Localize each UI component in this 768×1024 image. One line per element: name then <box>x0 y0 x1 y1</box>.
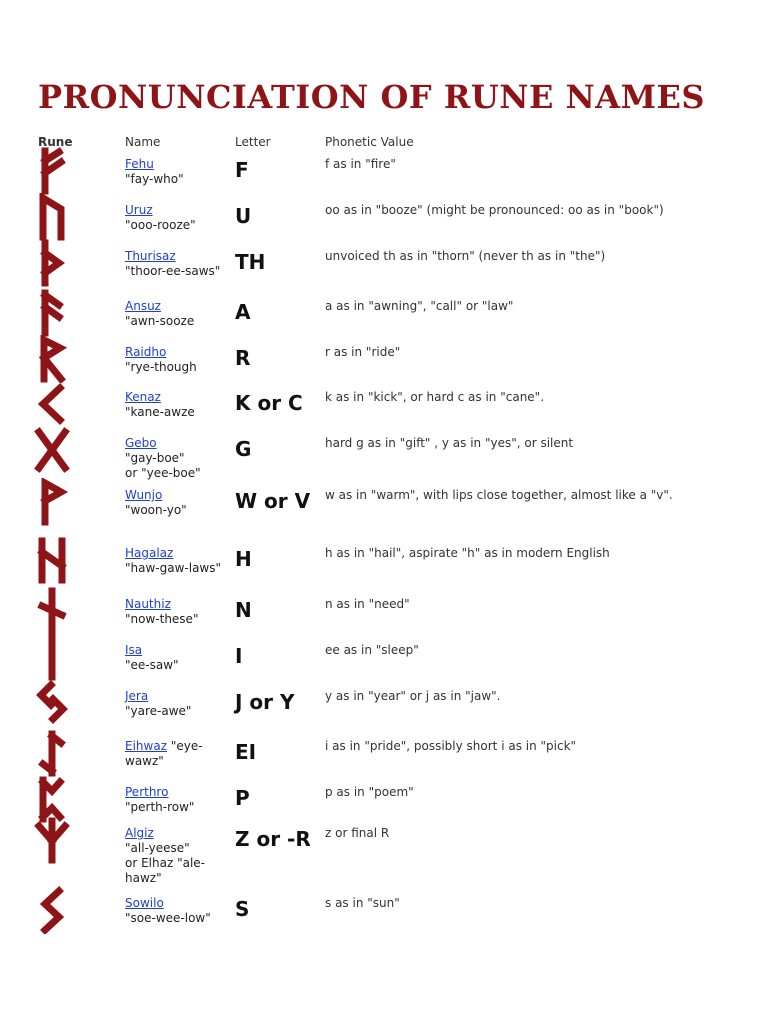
rune-name-link[interactable]: Nauthiz <box>125 597 171 611</box>
uruz-rune <box>28 193 76 241</box>
rune-phonetic-value: oo as in "booze" (might be pronounced: oo as in "book") <box>325 203 664 217</box>
ansuz-rune <box>28 289 76 337</box>
rune-name-cell <box>125 739 225 769</box>
rune-letter: W or V <box>235 489 311 513</box>
rune-name-link[interactable]: Perthro <box>125 785 169 799</box>
rune-pronunciation: "woon-yo" <box>125 503 187 517</box>
algiz-rune <box>28 816 76 864</box>
rune-pronunciation: "yare-awe" <box>125 704 192 718</box>
rune-name-cell <box>125 436 225 481</box>
rune-name-link[interactable]: Hagalaz <box>125 546 174 560</box>
rune-letter: EI <box>235 740 257 764</box>
rune-name-link[interactable]: Raidho <box>125 345 167 359</box>
rune-name-cell <box>125 896 225 926</box>
rune-letter: I <box>235 644 243 668</box>
letter-column-header: Letter <box>235 135 271 149</box>
rune-pronunciation: "kane-awze <box>125 405 195 419</box>
rune-phonetic-value: p as in "poem" <box>325 785 414 799</box>
rune-letter: P <box>235 786 250 810</box>
rune-name-cell <box>125 785 225 815</box>
hagalaz-rune <box>28 536 76 584</box>
rune-pronunciation: "ee-saw" <box>125 658 179 672</box>
rune-phonetic-value: z or final R <box>325 826 390 840</box>
rune-phonetic-value: k as in "kick", or hard c as in "cane". <box>325 390 545 404</box>
kenaz-rune <box>28 380 76 428</box>
rune-pronunciation: "all-yeese" or Elhaz "ale-hawz" <box>125 841 205 885</box>
rune-phonetic-value: f as in "fire" <box>325 157 396 171</box>
rune-name-cell <box>125 643 225 673</box>
rune-phonetic-value: hard g as in "gift" , y as in "yes", or silent <box>325 436 574 450</box>
rune-pronunciation: "haw-gaw-laws" <box>125 561 222 575</box>
rune-name-cell <box>125 689 225 719</box>
rune-phonetic-value: ee as in "sleep" <box>325 643 419 657</box>
rune-name-cell <box>125 203 225 233</box>
raidho-rune <box>28 335 76 383</box>
eihwaz-rune <box>28 729 76 777</box>
rune-name-cell <box>125 488 225 518</box>
rune-name-link[interactable]: Ansuz <box>125 299 161 313</box>
rune-pronunciation: "eye-wawz" <box>125 739 203 768</box>
rune-name-link[interactable]: Fehu <box>125 157 154 171</box>
rune-phonetic-value: a as in "awning", "call" or "law" <box>325 299 514 313</box>
rune-letter: H <box>235 547 252 571</box>
name-column-header: Name <box>125 135 161 149</box>
wunjo-rune <box>28 478 76 526</box>
rune-phonetic-value: i as in "pride", possibly short i as in "pick" <box>325 739 577 753</box>
rune-letter: N <box>235 598 252 622</box>
rune-letter: A <box>235 300 251 324</box>
rune-phonetic-value: w as in "warm", with lips close together, almost like a "v". <box>325 488 673 502</box>
rune-name-link[interactable]: Algiz <box>125 826 154 840</box>
rune-phonetic-value: n as in "need" <box>325 597 410 611</box>
rune-letter: J or Y <box>235 690 295 714</box>
rune-name-link[interactable]: Isa <box>125 643 143 657</box>
rune-letter: F <box>235 158 249 182</box>
rune-letter: G <box>235 437 252 461</box>
isa-rune <box>28 633 76 681</box>
rune-name-cell <box>125 299 225 329</box>
rune-pronunciation: "ooo-rooze" <box>125 218 196 232</box>
rune-phonetic-value: unvoiced th as in "thorn" (never th as in "the") <box>325 249 606 263</box>
rune-letter: U <box>235 204 252 228</box>
rune-letter: R <box>235 346 251 370</box>
rune-letter: TH <box>235 250 266 274</box>
rune-phonetic-value: r as in "ride" <box>325 345 401 359</box>
thurisaz-rune <box>28 239 76 287</box>
rune-name-link[interactable]: Eihwaz <box>125 739 167 753</box>
rune-name-cell <box>125 826 225 886</box>
rune-name-link[interactable]: Thurisaz <box>125 249 176 263</box>
sowilo-rune <box>28 886 76 934</box>
rune-pronunciation: "thoor-ee-saws" <box>125 264 221 278</box>
rune-pronunciation: "awn-sooze <box>125 314 195 328</box>
rune-pronunciation: "perth-row" <box>125 800 195 814</box>
rune-column-header: Rune <box>38 135 73 149</box>
rune-name-link[interactable]: Gebo <box>125 436 157 450</box>
rune-name-cell <box>125 390 225 420</box>
rune-name-cell <box>125 157 225 187</box>
rune-name-link[interactable]: Sowilo <box>125 896 164 910</box>
fehu-rune <box>28 147 76 195</box>
rune-name-link[interactable]: Jera <box>125 689 149 703</box>
rune-name-cell <box>125 345 225 375</box>
rune-name-cell <box>125 597 225 627</box>
rune-name-link[interactable]: Uruz <box>125 203 153 217</box>
nauthiz-rune <box>28 587 76 635</box>
rune-pronunciation: "fay-who" <box>125 172 184 186</box>
rune-phonetic-value: y as in "year" or j as in "jaw". <box>325 689 501 703</box>
rune-pronunciation: "now-these" <box>125 612 199 626</box>
phonetic-column-header: Phonetic Value <box>325 135 414 149</box>
gebo-rune <box>28 426 76 474</box>
rune-pronunciation: "soe-wee-low" <box>125 911 211 925</box>
rune-phonetic-value: s as in "sun" <box>325 896 400 910</box>
jera-rune <box>28 679 76 727</box>
rune-pronunciation: "rye-though <box>125 360 197 374</box>
rune-pronunciation: "gay-boe" or "yee-boe" <box>125 451 201 480</box>
rune-name-cell <box>125 249 225 279</box>
rune-letter: Z or -R <box>235 827 311 851</box>
rune-phonetic-value: h as in "hail", aspirate "h" as in modern English <box>325 546 610 560</box>
rune-name-cell <box>125 546 225 576</box>
rune-name-link[interactable]: Wunjo <box>125 488 163 502</box>
rune-letter: S <box>235 897 250 921</box>
page-title: PRONUNCIATION OF RUNE NAMES <box>38 78 706 116</box>
rune-name-link[interactable]: Kenaz <box>125 390 161 404</box>
rune-letter: K or C <box>235 391 303 415</box>
